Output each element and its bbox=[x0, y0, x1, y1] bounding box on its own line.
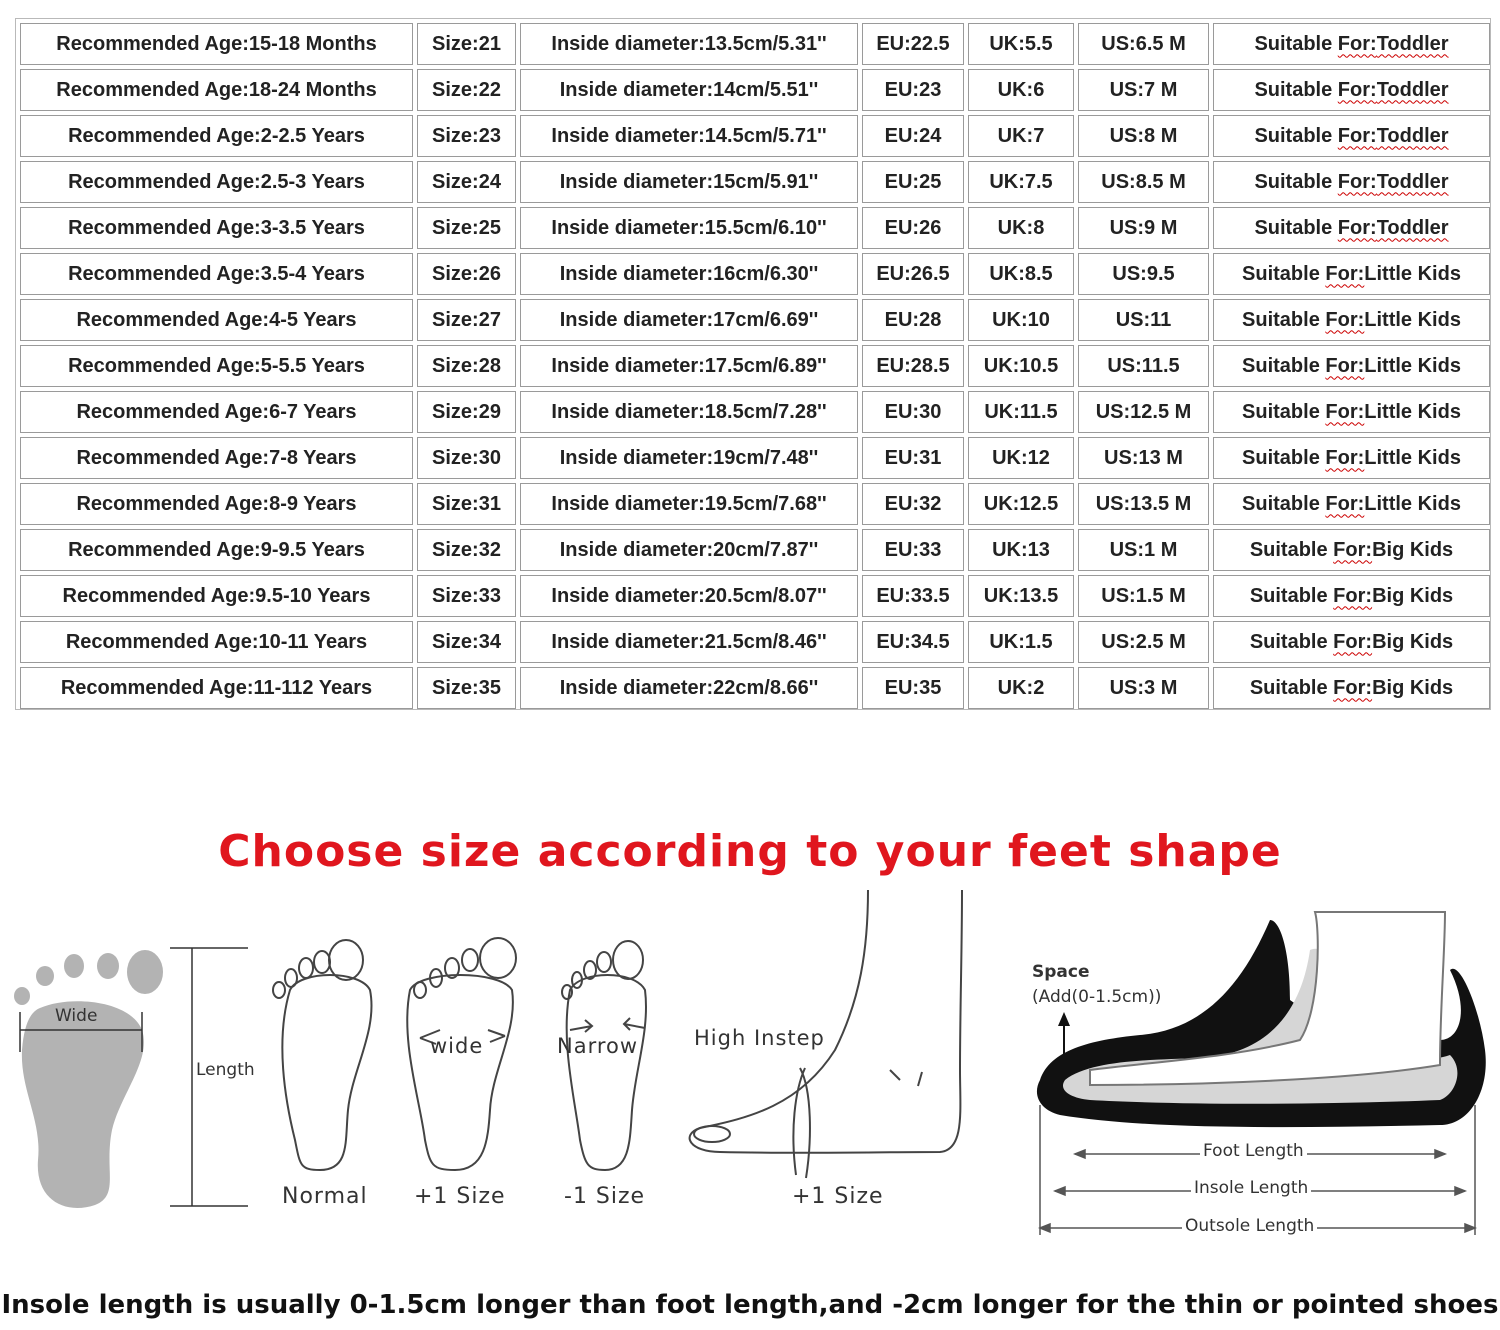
cell-age: Recommended Age:2-2.5 Years bbox=[20, 115, 413, 157]
cell-size: Size:35 bbox=[417, 667, 516, 709]
suitable-group: Toddler bbox=[1376, 216, 1449, 239]
cell-diameter: Inside diameter:19.5cm/7.68'' bbox=[520, 483, 858, 525]
suitable-group: Little Kids bbox=[1364, 446, 1461, 469]
table-row bbox=[20, 253, 1490, 295]
cell-age: Recommended Age:9-9.5 Years bbox=[20, 529, 413, 571]
cell-us: US:11.5 bbox=[1078, 345, 1209, 387]
cell-uk: UK:7.5 bbox=[968, 161, 1074, 203]
cell-eu: EU:32 bbox=[862, 483, 964, 525]
suitable-for-label: For: bbox=[1325, 446, 1365, 469]
cell-age: Recommended Age:11-112 Years bbox=[20, 667, 413, 709]
cell-diameter: Inside diameter:13.5cm/5.31'' bbox=[520, 23, 858, 65]
suitable-prefix: Suitable bbox=[1242, 262, 1326, 285]
suitable-prefix: Suitable bbox=[1242, 308, 1326, 331]
cell-uk: UK:2 bbox=[968, 667, 1074, 709]
suitable-for-label: For: bbox=[1337, 78, 1377, 101]
cell-size: Size:32 bbox=[417, 529, 516, 571]
cell-suitable-for bbox=[1213, 69, 1490, 111]
suitable-group: Toddler bbox=[1376, 124, 1449, 147]
cell-suitable-for bbox=[1213, 161, 1490, 203]
cell-us: US:1 M bbox=[1078, 529, 1209, 571]
cell-us: US:9.5 bbox=[1078, 253, 1209, 295]
suitable-group: Toddler bbox=[1376, 170, 1449, 193]
table-row bbox=[20, 437, 1490, 479]
cell-suitable-for bbox=[1213, 115, 1490, 157]
cell-diameter: Inside diameter:20.5cm/8.07'' bbox=[520, 575, 858, 617]
cell-uk: UK:13 bbox=[968, 529, 1074, 571]
foot-length-measure: Foot Length bbox=[1200, 1141, 1307, 1161]
cell-diameter: Inside diameter:17.5cm/6.89'' bbox=[520, 345, 858, 387]
cell-diameter: Inside diameter:15cm/5.91'' bbox=[520, 161, 858, 203]
cell-eu: EU:25 bbox=[862, 161, 964, 203]
suitable-group: Big Kids bbox=[1372, 630, 1454, 653]
cell-diameter: Inside diameter:14cm/5.51'' bbox=[520, 69, 858, 111]
table-row bbox=[20, 115, 1490, 157]
cell-uk: UK:8 bbox=[968, 207, 1074, 249]
cell-eu: EU:33.5 bbox=[862, 575, 964, 617]
suitable-prefix: Suitable bbox=[1249, 630, 1334, 653]
suitable-prefix: Suitable bbox=[1242, 354, 1326, 377]
cell-uk: UK:10.5 bbox=[968, 345, 1074, 387]
cell-uk: UK:13.5 bbox=[968, 575, 1074, 617]
cell-uk: UK:11.5 bbox=[968, 391, 1074, 433]
cell-age: Recommended Age:3.5-4 Years bbox=[20, 253, 413, 295]
cell-us: US:2.5 M bbox=[1078, 621, 1209, 663]
cell-uk: UK:1.5 bbox=[968, 621, 1074, 663]
table-row bbox=[20, 345, 1490, 387]
cell-size: Size:24 bbox=[417, 161, 516, 203]
cell-us: US:3 M bbox=[1078, 667, 1209, 709]
space-label: Space bbox=[1032, 962, 1090, 982]
cell-suitable-for bbox=[1213, 253, 1490, 295]
cell-us: US:13 M bbox=[1078, 437, 1209, 479]
table-row bbox=[20, 575, 1490, 617]
cell-size: Size:33 bbox=[417, 575, 516, 617]
table-row bbox=[20, 23, 1490, 65]
suitable-group: Little Kids bbox=[1364, 492, 1461, 515]
guide-heading: Choose size according to your feet shape bbox=[218, 826, 1282, 877]
cell-age: Recommended Age:15-18 Months bbox=[20, 23, 413, 65]
cell-suitable-for bbox=[1213, 299, 1490, 341]
cell-suitable-for bbox=[1213, 621, 1490, 663]
suitable-for-label: For: bbox=[1325, 308, 1365, 331]
cell-uk: UK:6 bbox=[968, 69, 1074, 111]
suitable-prefix: Suitable bbox=[1249, 676, 1334, 699]
suitable-prefix: Suitable bbox=[1254, 170, 1338, 193]
suitable-for-label: For: bbox=[1333, 538, 1373, 561]
suitable-group: Big Kids bbox=[1372, 676, 1454, 699]
cell-age: Recommended Age:4-5 Years bbox=[20, 299, 413, 341]
cell-eu: EU:22.5 bbox=[862, 23, 964, 65]
cell-age: Recommended Age:18-24 Months bbox=[20, 69, 413, 111]
cell-us: US:13.5 M bbox=[1078, 483, 1209, 525]
suitable-for-label: For: bbox=[1337, 32, 1377, 55]
size-chart-table bbox=[15, 18, 1491, 710]
cell-size: Size:28 bbox=[417, 345, 516, 387]
cell-eu: EU:34.5 bbox=[862, 621, 964, 663]
size-chart-body bbox=[20, 23, 1490, 709]
cell-us: US:11 bbox=[1078, 299, 1209, 341]
high-instep-size-label: +1 Size bbox=[792, 1184, 884, 1209]
suitable-for-label: For: bbox=[1325, 354, 1365, 377]
table-row bbox=[20, 207, 1490, 249]
narrow-label: Narrow bbox=[557, 1034, 639, 1058]
cell-suitable-for bbox=[1213, 667, 1490, 709]
suitable-for-label: For: bbox=[1325, 262, 1365, 285]
cell-size: Size:26 bbox=[417, 253, 516, 295]
cell-eu: EU:35 bbox=[862, 667, 964, 709]
cell-eu: EU:24 bbox=[862, 115, 964, 157]
suitable-group: Little Kids bbox=[1364, 308, 1461, 331]
suitable-group: Little Kids bbox=[1364, 400, 1461, 423]
cell-us: US:8 M bbox=[1078, 115, 1209, 157]
suitable-group: Big Kids bbox=[1372, 538, 1454, 561]
wide-size-label: +1 Size bbox=[414, 1184, 506, 1209]
suitable-for-label: For: bbox=[1333, 676, 1373, 699]
cell-eu: EU:26 bbox=[862, 207, 964, 249]
suitable-group: Little Kids bbox=[1364, 354, 1461, 377]
table-row bbox=[20, 391, 1490, 433]
cell-us: US:1.5 M bbox=[1078, 575, 1209, 617]
cell-diameter: Inside diameter:19cm/7.48'' bbox=[520, 437, 858, 479]
cell-uk: UK:8.5 bbox=[968, 253, 1074, 295]
cell-us: US:7 M bbox=[1078, 69, 1209, 111]
cell-size: Size:27 bbox=[417, 299, 516, 341]
suitable-for-label: For: bbox=[1325, 400, 1365, 423]
cell-age: Recommended Age:5-5.5 Years bbox=[20, 345, 413, 387]
footprint-icon bbox=[14, 950, 163, 1208]
high-instep-label: High Instep bbox=[694, 1026, 825, 1050]
suitable-prefix: Suitable bbox=[1249, 538, 1334, 561]
cell-uk: UK:10 bbox=[968, 299, 1074, 341]
normal-foot-icon bbox=[273, 940, 372, 1170]
cell-us: US:8.5 M bbox=[1078, 161, 1209, 203]
table-row bbox=[20, 299, 1490, 341]
cell-size: Size:22 bbox=[417, 69, 516, 111]
suitable-prefix: Suitable bbox=[1254, 32, 1338, 55]
shoe-diagram-icon bbox=[1037, 912, 1486, 1127]
cell-age: Recommended Age:9.5-10 Years bbox=[20, 575, 413, 617]
cell-eu: EU:26.5 bbox=[862, 253, 964, 295]
normal-label: Normal bbox=[282, 1184, 368, 1209]
cell-uk: UK:7 bbox=[968, 115, 1074, 157]
cell-suitable-for bbox=[1213, 23, 1490, 65]
suitable-prefix: Suitable bbox=[1242, 400, 1326, 423]
foot-shape-guide bbox=[0, 890, 1500, 1250]
suitable-group: Little Kids bbox=[1364, 262, 1461, 285]
suitable-group: Toddler bbox=[1376, 32, 1449, 55]
cell-eu: EU:28 bbox=[862, 299, 964, 341]
suitable-for-label: For: bbox=[1325, 492, 1365, 515]
suitable-for-label: For: bbox=[1333, 630, 1373, 653]
cell-size: Size:23 bbox=[417, 115, 516, 157]
table-row bbox=[20, 667, 1490, 709]
wide-label: wide bbox=[430, 1034, 484, 1058]
suitable-prefix: Suitable bbox=[1254, 216, 1338, 239]
foot-length-label: Length bbox=[196, 1060, 255, 1080]
cell-diameter: Inside diameter:22cm/8.66'' bbox=[520, 667, 858, 709]
cell-eu: EU:28.5 bbox=[862, 345, 964, 387]
suitable-prefix: Suitable bbox=[1254, 78, 1338, 101]
cell-age: Recommended Age:10-11 Years bbox=[20, 621, 413, 663]
suitable-for-label: For: bbox=[1337, 170, 1377, 193]
cell-suitable-for bbox=[1213, 483, 1490, 525]
cell-age: Recommended Age:8-9 Years bbox=[20, 483, 413, 525]
cell-eu: EU:30 bbox=[862, 391, 964, 433]
cell-suitable-for bbox=[1213, 391, 1490, 433]
cell-diameter: Inside diameter:16cm/6.30'' bbox=[520, 253, 858, 295]
cell-suitable-for bbox=[1213, 575, 1490, 617]
cell-size: Size:25 bbox=[417, 207, 516, 249]
table-row bbox=[20, 529, 1490, 571]
suitable-prefix: Suitable bbox=[1254, 124, 1338, 147]
suitable-for-label: For: bbox=[1337, 124, 1377, 147]
cell-uk: UK:12 bbox=[968, 437, 1074, 479]
foot-wide-label: Wide bbox=[55, 1006, 98, 1026]
cell-uk: UK:12.5 bbox=[968, 483, 1074, 525]
table-row bbox=[20, 69, 1490, 111]
cell-eu: EU:31 bbox=[862, 437, 964, 479]
cell-diameter: Inside diameter:20cm/7.87'' bbox=[520, 529, 858, 571]
table-row bbox=[20, 161, 1490, 203]
cell-age: Recommended Age:7-8 Years bbox=[20, 437, 413, 479]
suitable-prefix: Suitable bbox=[1242, 492, 1326, 515]
insole-note: Insole length is usually 0-1.5cm longer than foot length,and -2cm longer for the thin or pointed shoes bbox=[1, 1290, 1499, 1320]
cell-size: Size:29 bbox=[417, 391, 516, 433]
cell-us: US:12.5 M bbox=[1078, 391, 1209, 433]
cell-size: Size:30 bbox=[417, 437, 516, 479]
cell-age: Recommended Age:3-3.5 Years bbox=[20, 207, 413, 249]
cell-suitable-for bbox=[1213, 437, 1490, 479]
cell-diameter: Inside diameter:15.5cm/6.10'' bbox=[520, 207, 858, 249]
cell-us: US:9 M bbox=[1078, 207, 1209, 249]
cell-size: Size:31 bbox=[417, 483, 516, 525]
space-add-label: (Add(0-1.5cm)) bbox=[1032, 987, 1162, 1007]
cell-age: Recommended Age:2.5-3 Years bbox=[20, 161, 413, 203]
suitable-for-label: For: bbox=[1337, 216, 1377, 239]
narrow-size-label: -1 Size bbox=[564, 1184, 646, 1209]
cell-eu: EU:33 bbox=[862, 529, 964, 571]
cell-uk: UK:5.5 bbox=[968, 23, 1074, 65]
suitable-prefix: Suitable bbox=[1249, 584, 1334, 607]
cell-diameter: Inside diameter:18.5cm/7.28'' bbox=[520, 391, 858, 433]
outsole-length-measure: Outsole Length bbox=[1182, 1216, 1317, 1236]
cell-size: Size:34 bbox=[417, 621, 516, 663]
cell-diameter: Inside diameter:17cm/6.69'' bbox=[520, 299, 858, 341]
cell-suitable-for bbox=[1213, 207, 1490, 249]
cell-diameter: Inside diameter:14.5cm/5.71'' bbox=[520, 115, 858, 157]
cell-us: US:6.5 M bbox=[1078, 23, 1209, 65]
cell-size: Size:21 bbox=[417, 23, 516, 65]
table-row bbox=[20, 483, 1490, 525]
insole-length-measure: Insole Length bbox=[1191, 1178, 1311, 1198]
suitable-group: Toddler bbox=[1376, 78, 1449, 101]
cell-suitable-for bbox=[1213, 345, 1490, 387]
suitable-prefix: Suitable bbox=[1242, 446, 1326, 469]
suitable-group: Big Kids bbox=[1372, 584, 1454, 607]
cell-diameter: Inside diameter:21.5cm/8.46'' bbox=[520, 621, 858, 663]
table-row bbox=[20, 621, 1490, 663]
cell-age: Recommended Age:6-7 Years bbox=[20, 391, 413, 433]
cell-eu: EU:23 bbox=[862, 69, 964, 111]
suitable-for-label: For: bbox=[1333, 584, 1373, 607]
cell-suitable-for bbox=[1213, 529, 1490, 571]
